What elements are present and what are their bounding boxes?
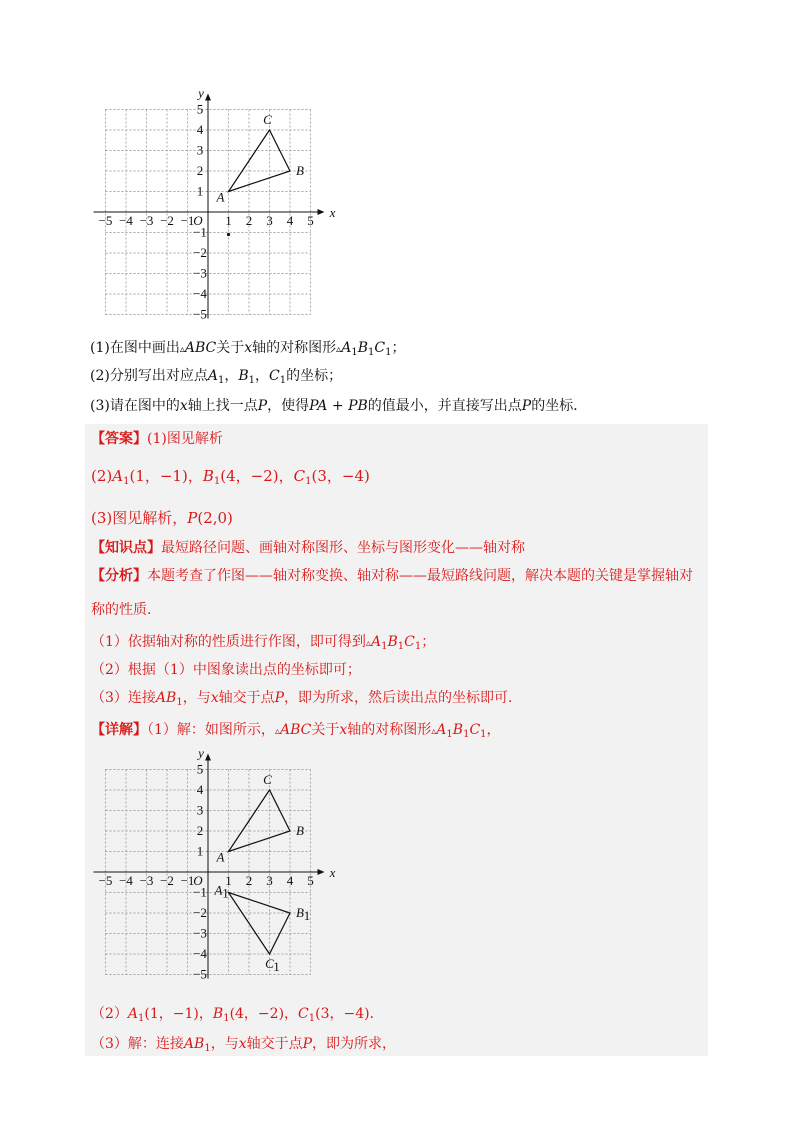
point-label-c1-sub: 1	[273, 959, 280, 974]
point-label-a1-sub: 1	[222, 885, 229, 901]
x-tick-label: 3	[266, 213, 273, 228]
point-label-c: C	[263, 772, 272, 787]
y-tick-label: 3	[196, 802, 204, 818]
y-tick-label: −2	[193, 905, 207, 920]
answer-line-1: 【答案】(1)图见解析	[91, 431, 223, 447]
y-tick-label: 5	[196, 101, 204, 117]
point-label-c1: C	[265, 956, 274, 971]
x-tick-label: 5	[307, 873, 314, 888]
x-axis-label: x	[329, 205, 336, 220]
triangle-abc	[229, 790, 291, 852]
triangle-a1b1c1	[229, 893, 291, 955]
x-tick-label: 4	[286, 873, 294, 888]
y-axis-label: y	[198, 745, 204, 761]
origin-label: O	[193, 213, 203, 228]
x-tick-label: −4	[119, 873, 133, 888]
x-tick-label: −1	[180, 873, 195, 888]
origin-label: O	[193, 873, 203, 888]
coordinate-graph-1	[88, 85, 336, 322]
y-axis-arrow	[205, 754, 211, 761]
x-tick-label: 2	[245, 213, 253, 228]
y-tick-label: −5	[193, 306, 207, 322]
point-label-b: B	[296, 163, 304, 178]
x-tick-label: 1	[225, 213, 232, 228]
x-tick-label: −5	[98, 213, 113, 228]
y-tick-label: −3	[193, 265, 207, 281]
y-tick-label: 1	[196, 183, 204, 199]
y-tick-label: 2	[196, 823, 204, 838]
x-tick-label: −2	[160, 213, 174, 228]
y-tick-label: 2	[196, 163, 204, 178]
y-tick-label: −1	[193, 884, 207, 900]
y-axis-arrow	[205, 94, 211, 101]
point-label-b: B	[296, 823, 304, 838]
question-1: (1)在图中画出▵ABC关于x轴的对称图形$▵A_1B_1C_1$；	[90, 340, 406, 358]
point-label-a1: A	[214, 882, 223, 898]
y-tick-label: 3	[196, 142, 204, 158]
point-label-b1: B	[296, 905, 304, 920]
y-tick-label: −3	[193, 925, 207, 941]
coordinate-graph-2	[88, 745, 336, 982]
x-tick-label: 3	[266, 873, 273, 888]
y-axis-label: y	[198, 85, 204, 101]
step-2: （2）根据（1）中图象读出点的坐标即可；	[91, 662, 361, 678]
point-label-a: A	[216, 849, 225, 865]
y-tick-label: −1	[193, 224, 207, 240]
y-tick-label: −5	[193, 966, 207, 982]
answer-line-3: (3)图见解析，P(2,0)	[91, 509, 233, 527]
point-label-c: C	[263, 112, 272, 127]
x-tick-label: −4	[119, 213, 133, 228]
question-2: (2)分别写出对应点$A_1$，$B_1$，$C_1$的坐标；	[90, 368, 343, 386]
y-tick-label: 5	[196, 761, 204, 777]
x-tick-label: −5	[98, 873, 113, 888]
knowledge-line: 【知识点】最短路径问题、画轴对称图形、坐标与图形变化——轴对称	[91, 540, 525, 556]
x-tick-label: −3	[139, 873, 154, 888]
x-axis-label: x	[329, 865, 336, 880]
triangle-abc	[229, 130, 291, 192]
x-tick-label: −3	[139, 213, 154, 228]
detail-2: $(2)A_1(1$，−1)，$B_1(4$，−2)，$C_1(3$，−4)．	[91, 1006, 384, 1024]
y-tick-label: −2	[193, 245, 207, 260]
step-1: （1）依据轴对称的性质进行作图，即可得到$▵A_1B_1C_1$；	[91, 634, 436, 652]
x-tick-label: 5	[307, 213, 314, 228]
y-tick-label: 1	[196, 843, 204, 859]
x-tick-label: −1	[180, 213, 195, 228]
answer-line-2: $(2)A_1(1$，−1)，$B_1(4$，−2)，$C_1(3$，−4)	[91, 467, 370, 487]
x-tick-label: 4	[286, 213, 294, 228]
point-label-b1-sub: 1	[303, 908, 311, 923]
detail-1: 【详解】（1）解：如图所示，▵ABC关于x轴的对称图形$▵A_1B_1C_1$，	[91, 722, 501, 740]
x-axis-arrow	[318, 869, 325, 875]
detail-3: （3）解：连接$AB_1$，与x轴交于点P，即为所求，	[91, 1036, 397, 1054]
y-tick-label: −4	[193, 946, 207, 961]
y-tick-label: −4	[193, 286, 207, 301]
x-tick-label: 1	[225, 873, 232, 888]
y-tick-label: 4	[196, 122, 204, 137]
step-3: （3）连接$AB_1$，与x轴交于点P，即为所求，然后读出点的坐标即可．	[91, 690, 523, 708]
x-tick-label: 2	[245, 873, 253, 888]
question-3: (3)请在图中的x轴上找一点P，使得PA + PB的值最小，并直接写出点P的坐标．	[90, 398, 588, 414]
y-tick-label: 4	[196, 782, 204, 797]
analysis-line-2: 称的性质．	[91, 602, 161, 618]
point-label-a: A	[216, 189, 225, 205]
point-dot	[227, 233, 230, 236]
analysis-line-1: 【分析】本题考查了作图——轴对称变换、轴对称——最短路线问题，解决本题的关键是掌握轴对	[91, 568, 693, 584]
x-tick-label: −2	[160, 873, 174, 888]
x-axis-arrow	[318, 209, 325, 215]
